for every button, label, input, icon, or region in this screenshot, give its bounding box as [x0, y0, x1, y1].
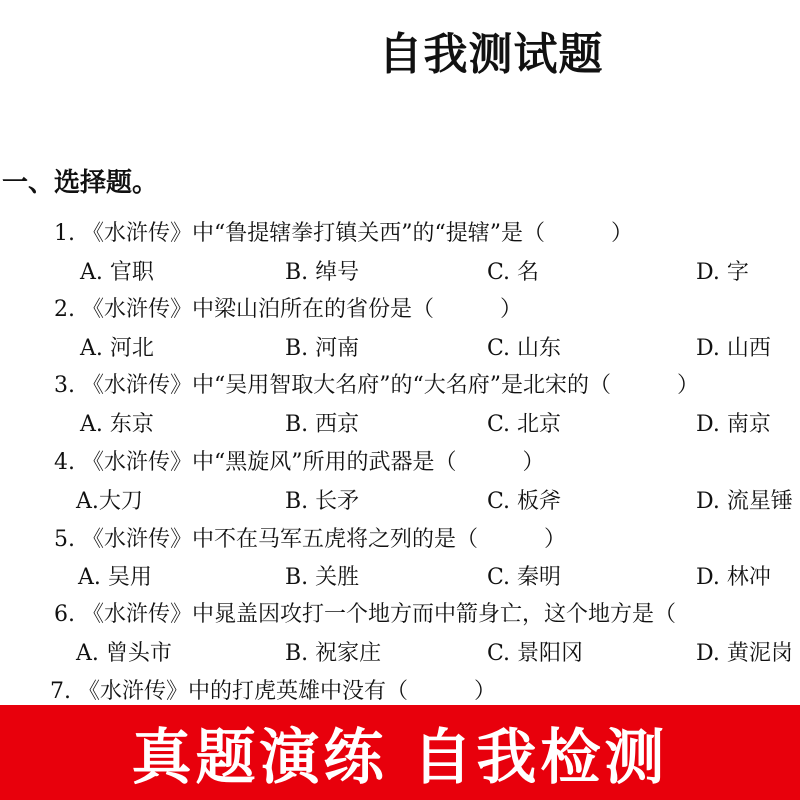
section-heading: 一、选择题。 — [2, 168, 159, 198]
question-2-option-d: D. 山西 — [696, 336, 771, 361]
question-1: 1. 《水浒传》中“鲁提辖拳打镇关西”的“提辖”是（ ） — [54, 221, 633, 246]
question-5-option-a: A. 吴用 — [78, 565, 152, 590]
question-1-option-a: A. 官职 — [80, 260, 154, 285]
banner-text: 真题演练 自我检测 — [131, 722, 669, 793]
question-1-option-c: C. 名 — [487, 260, 540, 285]
question-5-option-d: D. 林冲 — [696, 565, 771, 590]
question-2: 2. 《水浒传》中梁山泊所在的省份是（ ） — [54, 297, 522, 322]
question-3: 3. 《水浒传》中“吴用智取大名府”的“大名府”是北宋的（ ） — [54, 373, 699, 398]
question-4-option-a: A.大刀 — [76, 489, 143, 514]
question-3-option-b: B. 西京 — [285, 412, 360, 437]
question-6-option-b: B. 祝家庄 — [285, 641, 382, 666]
question-1-option-d: D. 字 — [696, 260, 749, 285]
question-4-option-c: C. 板斧 — [487, 489, 562, 514]
question-2-option-c: C. 山东 — [487, 336, 562, 361]
question-6-option-d: D. 黄泥岗 — [696, 641, 793, 666]
question-6: 6. 《水浒传》中晁盖因攻打一个地方而中箭身亡，这个地方是（ — [54, 602, 676, 627]
question-3-option-d: D. 南京 — [696, 412, 771, 437]
question-5-option-b: B. 关胜 — [285, 565, 360, 590]
question-4-option-b: B. 长矛 — [285, 489, 360, 514]
page-title: 自我测试题 — [378, 29, 604, 80]
question-6-option-c: C. 景阳冈 — [487, 641, 584, 666]
question-5: 5. 《水浒传》中不在马军五虎将之列的是（ ） — [54, 527, 566, 552]
question-5-option-c: C. 秦明 — [487, 565, 562, 590]
question-4-option-d: D. 流星锤 — [696, 489, 793, 514]
question-1-option-b: B. 绰号 — [285, 260, 360, 285]
question-6-option-a: A. 曾头市 — [76, 641, 172, 666]
question-7: 7. 《水浒传》中的打虎英雄中没有（ ） — [50, 679, 496, 704]
promo-banner — [0, 705, 800, 800]
question-3-option-c: C. 北京 — [487, 412, 562, 437]
question-3-option-a: A. 东京 — [80, 412, 154, 437]
question-2-option-b: B. 河南 — [285, 336, 360, 361]
question-2-option-a: A. 河北 — [80, 336, 154, 361]
question-4: 4. 《水浒传》中“黑旋风”所用的武器是（ ） — [54, 450, 545, 475]
